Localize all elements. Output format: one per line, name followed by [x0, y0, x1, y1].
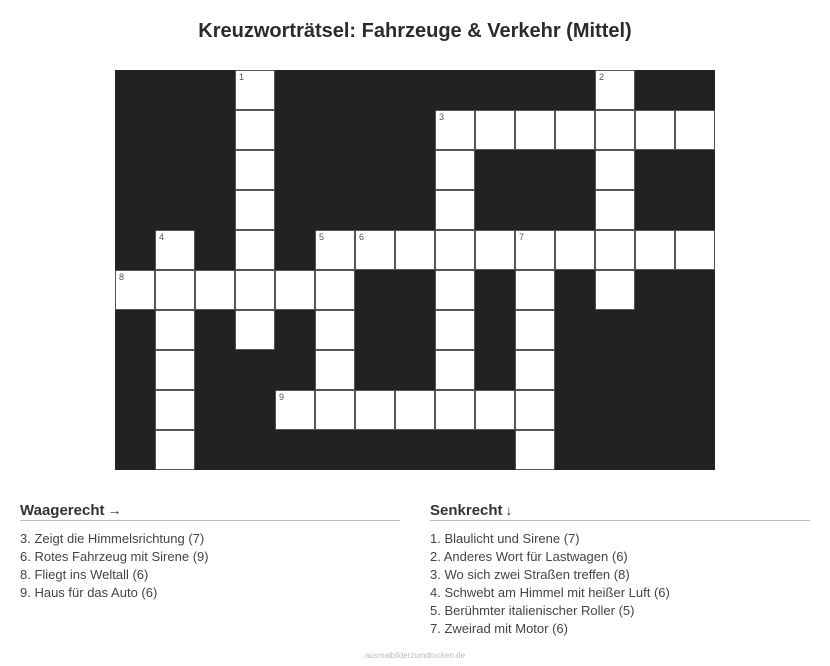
- grid-cell[interactable]: [515, 270, 555, 310]
- clue-item: 7. Zweirad mit Motor (6): [430, 621, 568, 636]
- grid-cell[interactable]: [435, 310, 475, 350]
- clue-number: 9: [279, 392, 285, 402]
- grid-cell[interactable]: [275, 270, 315, 310]
- grid-cell[interactable]: [435, 230, 475, 270]
- down-arrow-icon: ↓: [505, 502, 513, 518]
- grid-cell[interactable]: [155, 350, 195, 390]
- grid-cell[interactable]: [595, 190, 635, 230]
- grid-cell[interactable]: [435, 390, 475, 430]
- down-clues-section: [430, 502, 810, 638]
- grid-cell[interactable]: [235, 110, 275, 150]
- grid-cell[interactable]: [675, 110, 715, 150]
- grid-cell[interactable]: [515, 110, 555, 150]
- grid-cell[interactable]: [315, 270, 355, 310]
- grid-cell[interactable]: [595, 110, 635, 150]
- clue-item: 6. Rotes Fahrzeug mit Sirene (9): [20, 549, 209, 564]
- grid-cell[interactable]: [235, 310, 275, 350]
- grid-cell[interactable]: [475, 110, 515, 150]
- grid-cell[interactable]: [315, 390, 355, 430]
- grid-cell[interactable]: [155, 430, 195, 470]
- clue-number: 4: [159, 232, 165, 242]
- clue-number: 1: [239, 72, 245, 82]
- clue-number: 3: [439, 112, 445, 122]
- grid-cell[interactable]: [235, 190, 275, 230]
- grid-cell[interactable]: [155, 310, 195, 350]
- down-clue-list: [430, 530, 810, 638]
- grid-cell[interactable]: [595, 150, 635, 190]
- grid-cell[interactable]: [595, 270, 635, 310]
- grid-cell[interactable]: [475, 390, 515, 430]
- grid-cell[interactable]: [395, 390, 435, 430]
- down-heading: [430, 502, 810, 521]
- footer-credit: ausmalbilderzumdrucken.de: [364, 651, 466, 660]
- across-heading-label: Waagerecht: [20, 502, 105, 519]
- grid-cell[interactable]: [555, 230, 595, 270]
- clue-item: 4. Schwebt am Himmel mit heißer Luft (6): [430, 585, 670, 600]
- grid-cell[interactable]: [195, 270, 235, 310]
- grid-cell[interactable]: [235, 270, 275, 310]
- grid-cell[interactable]: [315, 350, 355, 390]
- grid-cell[interactable]: [555, 110, 595, 150]
- grid-cell[interactable]: [475, 230, 515, 270]
- crossword-grid: [115, 70, 715, 470]
- grid-cell[interactable]: [155, 230, 195, 270]
- grid-cell[interactable]: [675, 230, 715, 270]
- clue-item: 9. Haus für das Auto (6): [20, 585, 158, 600]
- clue-item: 5. Berühmter italienischer Roller (5): [430, 603, 635, 618]
- grid-cell[interactable]: [275, 390, 315, 430]
- grid-cell[interactable]: [435, 350, 475, 390]
- grid-cell[interactable]: [235, 230, 275, 270]
- grid-cell[interactable]: [515, 230, 555, 270]
- grid-cell[interactable]: [635, 110, 675, 150]
- clue-number: 7: [519, 232, 525, 242]
- grid-cell[interactable]: [235, 150, 275, 190]
- grid-cell[interactable]: [635, 230, 675, 270]
- grid-cell[interactable]: [435, 270, 475, 310]
- grid-cell[interactable]: [155, 270, 195, 310]
- grid-cell[interactable]: [515, 430, 555, 470]
- grid-cell[interactable]: [155, 390, 195, 430]
- grid-cell[interactable]: [315, 310, 355, 350]
- clue-number: 8: [119, 272, 125, 282]
- down-heading-label: Senkrecht: [430, 502, 503, 519]
- grid-cell[interactable]: [515, 390, 555, 430]
- grid-cell[interactable]: [355, 230, 395, 270]
- right-arrow-icon: →: [107, 502, 122, 518]
- grid-cell[interactable]: [515, 350, 555, 390]
- clue-item: 3. Wo sich zwei Straßen treffen (8): [430, 567, 630, 582]
- clue-item: 1. Blaulicht und Sirene (7): [430, 531, 580, 546]
- across-heading: [20, 502, 400, 521]
- clue-number: 6: [359, 232, 365, 242]
- clue-item: 3. Zeigt die Himmelsrichtung (7): [20, 531, 205, 546]
- clue-item: 8. Fliegt ins Weltall (6): [20, 567, 149, 582]
- clue-item: 2. Anderes Wort für Lastwagen (6): [430, 549, 628, 564]
- grid-cell[interactable]: [355, 390, 395, 430]
- grid-cell[interactable]: [315, 230, 355, 270]
- across-clues-section: [20, 502, 400, 602]
- puzzle-title: Kreuzworträtsel: Fahrzeuge & Verkehr (Mittel): [198, 20, 632, 42]
- grid-cell[interactable]: [435, 110, 475, 150]
- grid-cell[interactable]: [595, 70, 635, 110]
- grid-cell[interactable]: [595, 230, 635, 270]
- grid-cell[interactable]: [515, 310, 555, 350]
- across-clue-list: [20, 530, 400, 602]
- grid-cell[interactable]: [395, 230, 435, 270]
- grid-cell[interactable]: [235, 70, 275, 110]
- clue-number: 2: [599, 72, 605, 82]
- grid-cell[interactable]: [115, 270, 155, 310]
- grid-cell[interactable]: [435, 150, 475, 190]
- grid-cell[interactable]: [435, 190, 475, 230]
- clue-number: 5: [319, 232, 325, 242]
